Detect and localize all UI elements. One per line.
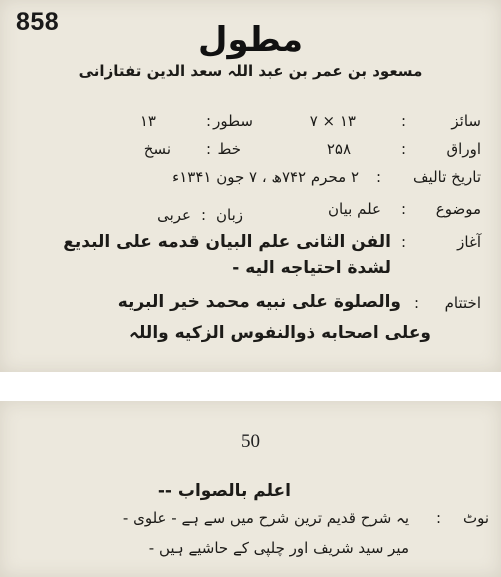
beginning-colon: : [400, 233, 406, 251]
language-value: عربی [157, 206, 191, 224]
pages-colon: : [400, 140, 406, 158]
page-number: 858 [16, 8, 60, 36]
script-colon: : [205, 140, 211, 158]
beginning-line-2: لشدة احتیاجه الیه - [232, 258, 391, 278]
ending-line-2: وعلی اصحابه ذوالنفوس الزکیه واللہ [129, 323, 431, 343]
subject-label: موضوع [435, 200, 481, 218]
note-colon: : [435, 509, 441, 527]
beginning-line-1: الفن الثانی علم البیان قدمه علی البدیع [63, 232, 391, 252]
compilation-date-label: تاریخ تالیف [413, 168, 481, 186]
manuscript-title: مطول [198, 20, 303, 60]
ending-colon: : [413, 294, 419, 312]
ending-line-1: والصلوة علی نبیه محمد خیر البریه [117, 292, 401, 312]
beginning-label: آغاز [457, 233, 481, 251]
bottom-page-number: 50 [241, 431, 260, 452]
compilation-date-colon: : [375, 168, 381, 186]
lines-value: ۱۳ [139, 112, 156, 130]
subject-colon: : [400, 200, 406, 218]
compilation-date-value: ۲ محرم ۷۴۲ھ ، ۷ جون ۱۳۴۱ء [172, 168, 359, 186]
page-gap [0, 372, 501, 401]
note-label: نوٹ [462, 509, 489, 527]
size-colon: : [400, 112, 406, 130]
note-line-1: یہ شرح قدیم ترین شرح میں سے ہے - علوی - [122, 509, 409, 527]
catalog-page-bottom [0, 401, 501, 577]
script-value: نسخ [143, 140, 171, 158]
pages-value: ۲۵۸ [326, 140, 351, 158]
author-name: مسعود بن عمر بن عبد اللہ سعد الدین تفتازانی [78, 62, 423, 80]
pages-label: اوراق [446, 140, 481, 158]
closing-phrase: اعلم بالصواب -- [157, 481, 291, 501]
ending-label: اختتام [444, 294, 481, 312]
script-label: خط [217, 140, 241, 158]
lines-label: سطور [213, 112, 253, 130]
language-colon: : [200, 206, 206, 224]
subject-value: علم بیان [328, 200, 381, 218]
note-line-2: میر سید شریف اور چلپی کے حاشیے ہیں - [148, 539, 409, 557]
lines-colon: : [205, 112, 211, 130]
size-label: سائز [451, 112, 481, 130]
size-value: ۱۳ × ۷ [309, 112, 356, 130]
language-label: زبان [215, 206, 243, 224]
